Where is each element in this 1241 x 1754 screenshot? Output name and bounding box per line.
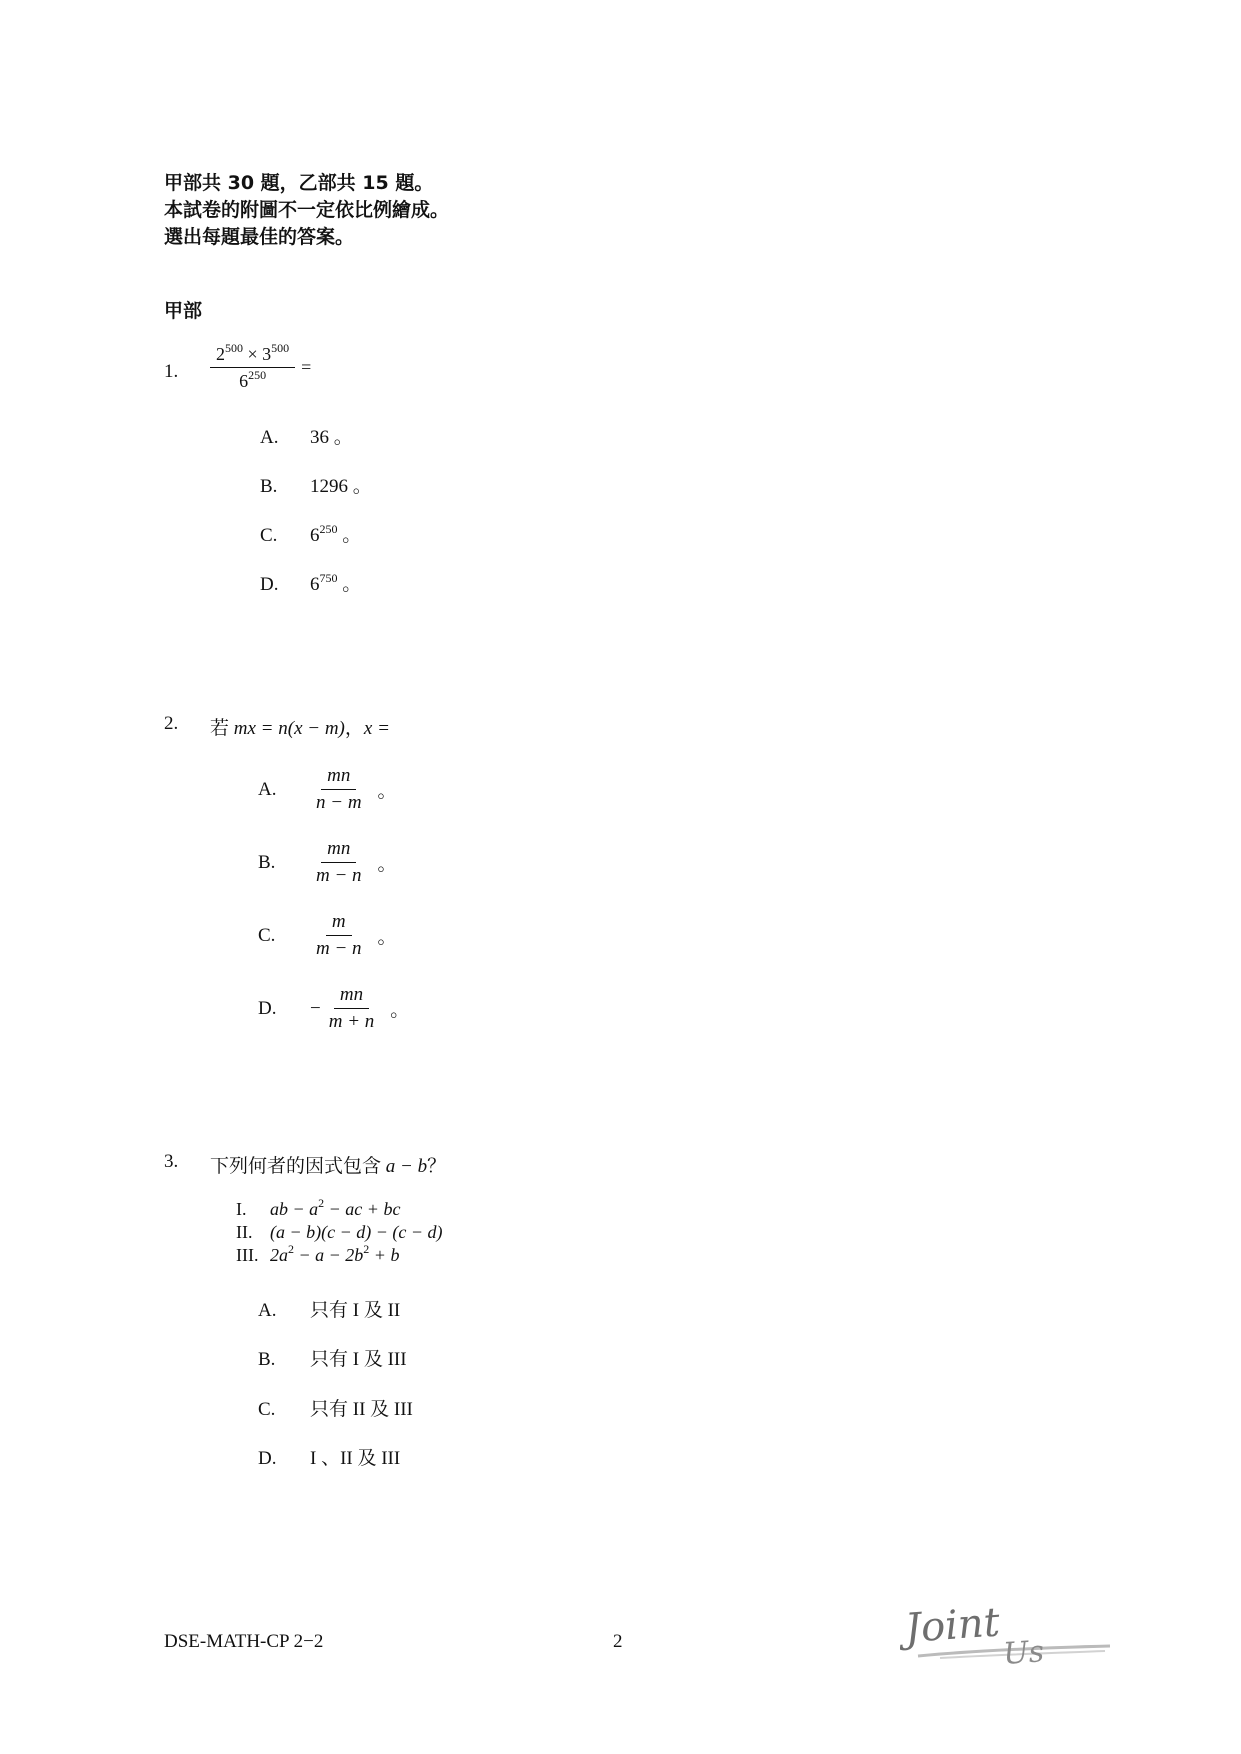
option-text: 只有 II 及 III <box>310 1399 413 1420</box>
option-tail: 。 <box>377 781 397 802</box>
q1-option-b[interactable] <box>260 471 372 498</box>
q1-denominator <box>233 368 272 391</box>
option-denominator: m − n <box>316 938 362 959</box>
option-denominator: n − m <box>316 792 362 813</box>
q1-fraction <box>210 341 295 391</box>
statement-exp: 2 <box>288 1242 294 1256</box>
q3-stem-tail: ？ <box>427 1156 447 1177</box>
q1-exp-a: 500 <box>225 341 243 355</box>
option-base: 6 <box>310 525 320 546</box>
q3-option-c[interactable] <box>258 1394 413 1421</box>
q1-base-b: 3 <box>262 344 272 364</box>
q2-option-d[interactable] <box>258 985 409 1032</box>
statement-label: II. <box>236 1222 253 1242</box>
instruction-line-1: 甲部共 30 題，乙部共 15 題。 <box>164 172 434 194</box>
q1-times: × <box>247 344 258 364</box>
option-tail: 。 <box>377 854 397 875</box>
q2-ask: x = <box>363 718 390 739</box>
option-tail: 。 <box>337 525 362 546</box>
q2-stem <box>210 713 390 740</box>
q2-mid: ， <box>344 718 364 739</box>
q3-statement-1 <box>236 1198 443 1221</box>
option-letter: B. <box>258 851 276 873</box>
statement-pre: ab − a <box>270 1199 319 1219</box>
option-tail: 。 <box>337 574 362 595</box>
statement-exp-2: 2 <box>363 1242 370 1256</box>
q3-number: 3. <box>164 1151 179 1172</box>
option-denominator: m − n <box>316 865 362 886</box>
q1-number: 1. <box>164 361 179 382</box>
statement-label: I. <box>236 1199 247 1219</box>
q3-stem-expr: a − b <box>385 1156 428 1177</box>
option-text: 只有 I 及 II <box>310 1300 401 1321</box>
option-fraction <box>310 766 368 813</box>
svg-text:Joint: Joint <box>903 1599 1002 1652</box>
q1-den-base: 6 <box>239 371 249 391</box>
option-numerator: mn <box>321 766 356 790</box>
instruction-line-2: 本試卷的附圖不一定依比例繪成。 <box>164 199 450 221</box>
q2-equation: mx = n(x − m) <box>233 718 345 739</box>
option-text: I 、II 及 III <box>310 1448 401 1469</box>
q1-option-c[interactable] <box>260 520 361 547</box>
q1-option-d[interactable] <box>260 569 361 596</box>
logo-graphic <box>900 1598 1120 1668</box>
statement-exp: 2 <box>318 1196 325 1210</box>
q3-option-d[interactable] <box>258 1443 400 1470</box>
q1-exp-b: 500 <box>271 341 290 355</box>
q1-equals: = <box>301 357 312 377</box>
q2-option-b[interactable] <box>258 839 397 886</box>
statement-post: − a − 2b <box>294 1245 364 1265</box>
jointus-logo <box>900 1598 1120 1668</box>
option-numerator: m <box>326 912 352 936</box>
option-letter: D. <box>258 1448 277 1469</box>
statement-post: − ac + bc <box>324 1199 401 1219</box>
option-exp: 250 <box>319 522 338 536</box>
option-letter: C. <box>258 924 276 946</box>
option-numerator: mn <box>321 839 356 863</box>
option-tail: 。 <box>390 1000 410 1021</box>
option-letter: A. <box>258 778 277 800</box>
option-base: 6 <box>310 574 320 595</box>
statement-label: III. <box>236 1245 259 1265</box>
q3-option-b[interactable] <box>258 1344 407 1371</box>
q2-prefix: 若 <box>210 718 234 739</box>
q1-numerator <box>210 341 295 368</box>
option-text: 36 。 <box>310 427 353 448</box>
option-letter: D. <box>260 574 279 595</box>
option-text: 只有 I 及 III <box>310 1349 407 1370</box>
q2-option-a[interactable] <box>258 766 397 813</box>
option-text: 1296 。 <box>310 476 372 497</box>
option-letter: A. <box>260 427 279 448</box>
q1-den-exp: 250 <box>248 368 267 382</box>
q1-base-a: 2 <box>216 344 225 364</box>
option-denominator: m + n <box>328 1011 375 1032</box>
option-letter: B. <box>260 476 278 497</box>
option-letter: C. <box>258 1399 276 1420</box>
svg-text:Us: Us <box>1002 1634 1046 1668</box>
option-letter: B. <box>258 1349 276 1370</box>
q3-statement-2 <box>236 1221 443 1244</box>
option-tail: 。 <box>377 927 397 948</box>
instruction-line-3: 選出每題最佳的答案。 <box>164 226 355 248</box>
q3-stem-text: 下列何者的因式包含 <box>210 1156 386 1177</box>
statement-pre: (a − b)(c − d) − (c − d) <box>270 1222 443 1242</box>
option-numerator: mn <box>334 985 369 1009</box>
option-sign: − <box>310 997 321 1019</box>
q3-option-a[interactable] <box>258 1295 400 1322</box>
option-exp: 750 <box>319 571 338 585</box>
q2-option-c[interactable] <box>258 912 397 959</box>
instructions <box>164 170 449 251</box>
q2-number: 2. <box>164 713 179 734</box>
option-letter: D. <box>258 997 277 1019</box>
option-letter: C. <box>260 525 278 546</box>
option-fraction <box>323 985 381 1032</box>
q3-statement-3 <box>236 1244 443 1267</box>
q1-expression <box>210 341 312 391</box>
option-letter: A. <box>258 1300 277 1321</box>
footer-paper-code: DSE-MATH-CP 2−2 <box>164 1631 324 1652</box>
statement-post-2: + b <box>369 1245 400 1265</box>
option-fraction <box>310 839 368 886</box>
statement-pre: 2a <box>270 1245 288 1265</box>
q3-statements <box>236 1198 443 1267</box>
q3-stem <box>210 1151 446 1178</box>
option-fraction <box>310 912 368 959</box>
section-title: 甲部 <box>164 300 203 322</box>
q1-option-a[interactable] <box>260 422 353 449</box>
footer-page-number: 2 <box>613 1631 623 1652</box>
